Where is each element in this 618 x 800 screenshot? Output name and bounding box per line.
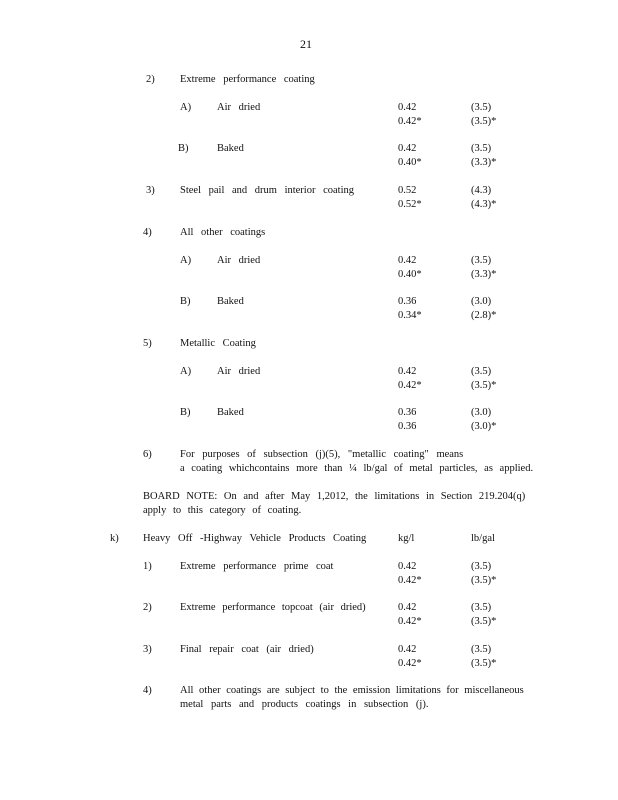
item-number: 2) (146, 74, 155, 85)
item-label: Steel pail and drum interior coating (180, 185, 354, 196)
board-note-line: apply to this category of coating. (143, 505, 302, 516)
lb-value: (3.5) (471, 644, 492, 655)
kg-value: 0.42* (398, 575, 422, 586)
kg-value: 0.36 (398, 296, 417, 307)
kg-value: 0.42 (398, 366, 417, 377)
lb-value: (3.0) (471, 407, 492, 418)
subitem-letter: A) (180, 102, 192, 113)
item-number: 3) (143, 644, 152, 655)
subitem-letter: B) (180, 407, 191, 418)
paragraph-line: All other coatings are subject to the emission limitations for miscellaneous (180, 685, 524, 696)
lb-value: (3.5)* (471, 575, 497, 586)
subitem-label: Air dried (217, 366, 261, 377)
lb-value: (2.8)* (471, 310, 497, 321)
item-number: 3) (146, 185, 155, 196)
page-number: 21 (300, 37, 312, 51)
subitem-label: Air dried (217, 102, 261, 113)
kg-value: 0.52* (398, 199, 422, 210)
lb-value: (3.5)* (471, 380, 497, 391)
item-number: 4) (143, 227, 152, 238)
unit-header-lb: lb/gal (471, 533, 495, 544)
kg-value: 0.40* (398, 269, 422, 280)
kg-value: 0.42* (398, 616, 422, 627)
section-title: Heavy Off -Highway Vehicle Products Coating (143, 533, 367, 544)
lb-value: (3.5) (471, 143, 492, 154)
subitem-letter: A) (180, 366, 192, 377)
kg-value: 0.42* (398, 380, 422, 391)
lb-value: (3.5) (471, 102, 492, 113)
paragraph-line: For purposes of subsection (j)(5), "metallic coating" means (180, 449, 464, 460)
lb-value: (4.3)* (471, 199, 497, 210)
subitem-label: Baked (217, 296, 244, 307)
item-number: 4) (143, 685, 152, 696)
lb-value: (4.3) (471, 185, 492, 196)
subitem-letter: B) (178, 143, 189, 154)
item-number: 6) (143, 449, 152, 460)
lb-value: (3.3)* (471, 269, 497, 280)
subitem-label: Air dried (217, 255, 261, 266)
paragraph-line: a coating whichcontains more than ¼ lb/gal of metal particles, as applied. (180, 463, 534, 474)
paragraph-line: metal parts and products coatings in subsection (j). (180, 699, 429, 710)
item-label: Extreme performance coating (180, 74, 315, 85)
kg-value: 0.42 (398, 602, 417, 613)
lb-value: (3.5)* (471, 616, 497, 627)
lb-value: (3.5) (471, 602, 492, 613)
lb-value: (3.5)* (471, 658, 497, 669)
subitem-letter: A) (180, 255, 192, 266)
kg-value: 0.52 (398, 185, 417, 196)
lb-value: (3.5) (471, 366, 492, 377)
subitem-label: Baked (217, 143, 244, 154)
item-label: Extreme performance prime coat (180, 561, 334, 572)
kg-value: 0.42* (398, 116, 422, 127)
kg-value: 0.42 (398, 255, 417, 266)
item-label: Final repair coat (air dried) (180, 644, 314, 655)
subitem-label: Baked (217, 407, 244, 418)
kg-value: 0.36 (398, 421, 417, 432)
subitem-letter: B) (180, 296, 191, 307)
item-number: 1) (143, 561, 152, 572)
lb-value: (3.5)* (471, 116, 497, 127)
kg-value: 0.42 (398, 102, 417, 113)
section-letter: k) (110, 533, 119, 544)
kg-value: 0.34* (398, 310, 422, 321)
item-number: 2) (143, 602, 152, 613)
lb-value: (3.0) (471, 296, 492, 307)
lb-value: (3.5) (471, 561, 492, 572)
item-label: All other coatings (180, 227, 266, 238)
kg-value: 0.42 (398, 561, 417, 572)
kg-value: 0.42* (398, 658, 422, 669)
unit-header-kg: kg/l (398, 533, 415, 544)
lb-value: (3.0)* (471, 421, 497, 432)
kg-value: 0.42 (398, 143, 417, 154)
item-label: Extreme performance topcoat (air dried) (180, 602, 366, 613)
kg-value: 0.36 (398, 407, 417, 418)
kg-value: 0.40* (398, 157, 422, 168)
board-note-line: BOARD NOTE: On and after May 1,2012, the limitations in Section 219.204(q) (143, 491, 526, 502)
lb-value: (3.5) (471, 255, 492, 266)
item-label: Metallic Coating (180, 338, 256, 349)
item-number: 5) (143, 338, 152, 349)
kg-value: 0.42 (398, 644, 417, 655)
lb-value: (3.3)* (471, 157, 497, 168)
